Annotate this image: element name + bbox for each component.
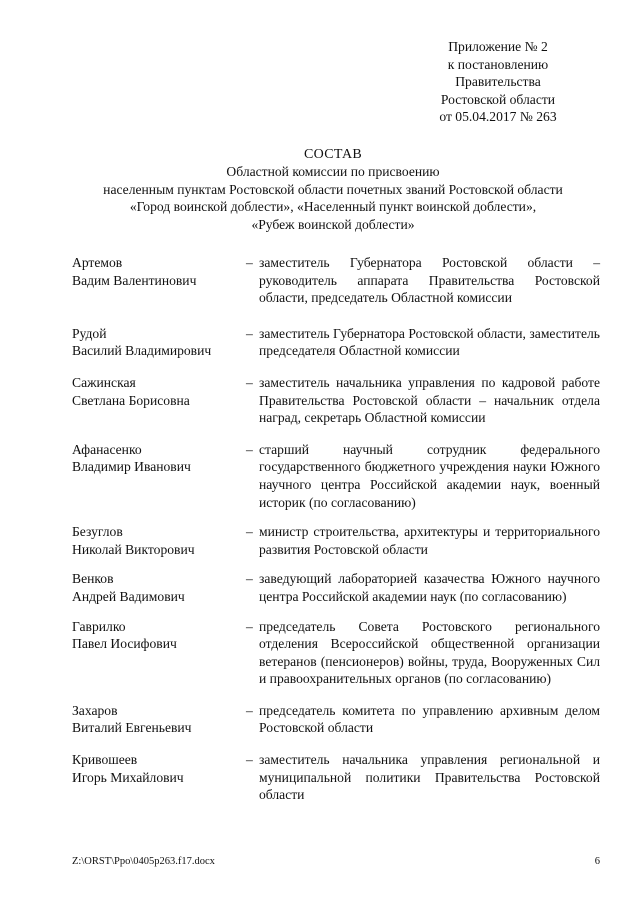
member-given-names: Виталий Евгеньевич xyxy=(72,720,192,736)
member-row xyxy=(72,441,600,511)
member-name xyxy=(72,702,246,737)
member-role: заведующий лабораторией казачества Южного научного центра Российской академии наук (по согласованию) xyxy=(259,571,600,604)
annex-block xyxy=(398,38,598,126)
member-role: заместитель Губернатора Ростовской области, заместитель председателя Областной комиссии xyxy=(259,325,600,359)
annex-line: Правительства xyxy=(455,74,541,90)
heading-title: СОСТАВ xyxy=(303,147,363,162)
member-row xyxy=(72,618,600,688)
heading-line: Областной комиссии по присвоению xyxy=(226,164,440,180)
member-row xyxy=(72,702,600,737)
dash-separator: – xyxy=(246,702,253,718)
member-surname: Захаров xyxy=(72,702,118,718)
member-given-names: Андрей Вадимович xyxy=(72,588,185,604)
member-name xyxy=(72,325,246,360)
member-row xyxy=(72,523,600,558)
dash-separator: – xyxy=(246,571,253,587)
member-given-names: Вадим Валентинович xyxy=(72,272,197,288)
member-name xyxy=(72,374,246,427)
member-name xyxy=(72,751,246,804)
footer-page-number: 6 xyxy=(594,856,600,867)
member-role: председатель Совета Ростовского регионального отделения Всероссийской общественной организации ветеранов (пенсионеров) войны, труда, Вооруженных Сил и правоохранительных органов (по согласованию) xyxy=(259,618,600,687)
dash-separator: – xyxy=(246,255,253,270)
member-row xyxy=(72,325,600,360)
member-surname: Рудой xyxy=(72,325,107,341)
member-list xyxy=(72,254,600,804)
member-name xyxy=(72,523,246,558)
heading-line: «Город воинской доблести», «Населенный пункт воинской доблести», xyxy=(129,199,537,215)
dash-separator: – xyxy=(246,374,253,390)
member-given-names: Игорь Михайлович xyxy=(72,769,184,785)
member-given-names: Василий Владимирович xyxy=(72,343,212,359)
dash-separator: – xyxy=(246,618,253,634)
member-surname: Сажинская xyxy=(72,374,136,390)
member-name xyxy=(72,441,246,511)
annex-line: к постановлению xyxy=(447,56,549,72)
member-surname: Безуглов xyxy=(72,524,123,540)
annex-line: от 05.04.2017 № 263 xyxy=(439,109,557,125)
member-given-names: Павел Иосифович xyxy=(72,636,177,652)
heading-line: населенным пунктам Ростовской области почетных званий Ростовской области xyxy=(103,181,563,197)
member-row xyxy=(72,254,600,307)
member-surname: Венков xyxy=(72,571,114,587)
member-role: председатель комитета по управлению архивным делом Ростовской области xyxy=(259,702,600,736)
member-surname: Гаврилко xyxy=(72,618,126,634)
dash-separator: – xyxy=(246,325,253,341)
member-given-names: Светлана Борисовна xyxy=(72,392,190,408)
member-row xyxy=(72,374,600,427)
annex-line: Приложение № 2 xyxy=(448,39,548,54)
member-role: заместитель Губернатора Ростовской области – руководитель аппарата Правительства Ростовской области, председатель Областной комиссии xyxy=(259,255,600,306)
member-role: заместитель начальника управления по кадровой работе Правительства Ростовской области – начальник отдела наград, секретарь Областной комиссии xyxy=(259,374,600,426)
document-heading xyxy=(40,146,626,233)
member-surname: Артемов xyxy=(72,255,123,270)
member-surname: Афанасенко xyxy=(72,441,142,457)
member-given-names: Николай Викторович xyxy=(72,541,195,557)
member-row xyxy=(72,751,600,804)
footer-file-path: Z:\ORST\Ppo\0405p263.f17.docx xyxy=(72,856,215,867)
member-given-names: Владимир Иванович xyxy=(72,459,191,475)
member-name xyxy=(72,254,246,307)
dash-separator: – xyxy=(246,524,253,540)
dash-separator: – xyxy=(246,441,253,457)
annex-line: Ростовской области xyxy=(440,91,556,107)
heading-line: «Рубеж воинской доблести» xyxy=(251,216,415,232)
member-role: министр строительства, архитектуры и территориального развития Ростовской области xyxy=(259,524,600,557)
dash-separator: – xyxy=(246,752,253,768)
member-row xyxy=(72,570,600,605)
member-role: заместитель начальника управления региональной и муниципальной политики Правительства Ростовской области xyxy=(259,752,600,803)
member-role: старший научный сотрудник федерального государственного бюджетного учреждения науки Южного научного центра Российской академии наук, военный историк (по согласованию) xyxy=(259,441,600,510)
member-name xyxy=(72,570,246,605)
member-name xyxy=(72,618,246,688)
member-surname: Кривошеев xyxy=(72,752,138,768)
